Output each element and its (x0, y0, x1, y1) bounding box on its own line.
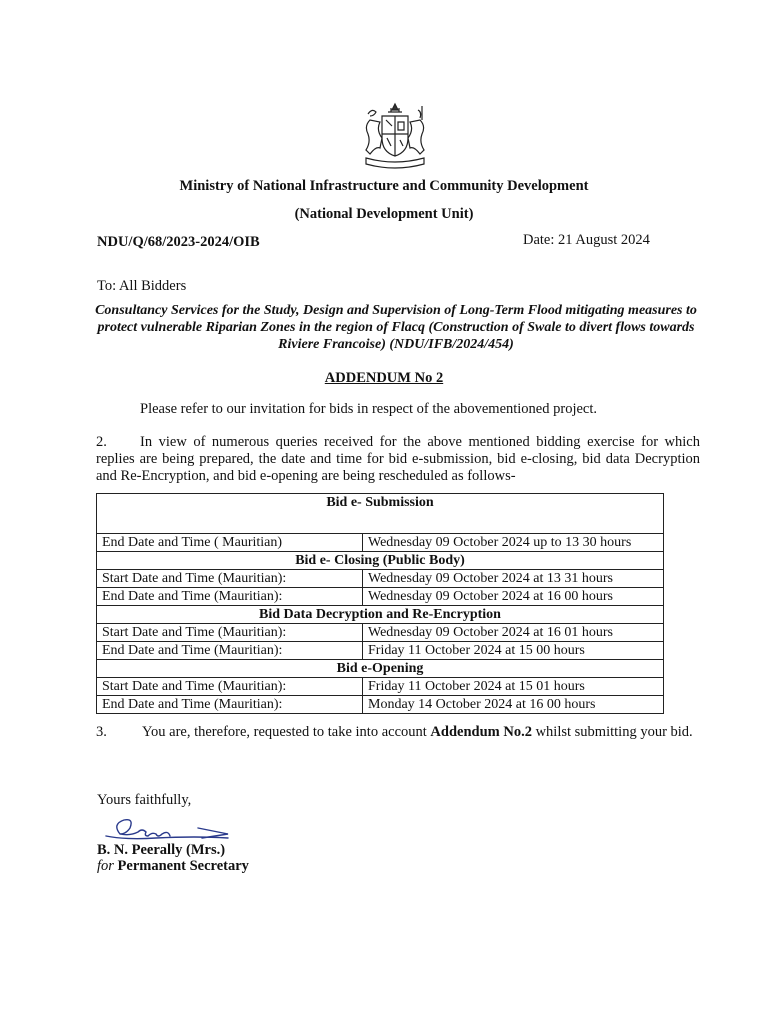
row-label: End Date and Time (Mauritian): (97, 642, 363, 660)
reference-number: NDU/Q/68/2023-2024/OIB (97, 234, 260, 250)
paragraph-1: Please refer to our invitation for bids in respect of the abovementioned project. (140, 401, 598, 417)
row-label: End Date and Time (Mauritian): (97, 588, 363, 606)
recipient-line: To: All Bidders (97, 278, 187, 294)
table-row (97, 696, 664, 714)
row-value: Wednesday 09 October 2024 at 16 01 hours (363, 624, 664, 642)
subject-title: Consultancy Services for the Study, Design and Supervision of Long-Term Flood mitigating measures to protect vulnerable Riparian Zones in the region of Flacq (Construction of Swale to divert flows towards Riviere Francoise) (NDU/IFB/2024/454) (95, 303, 697, 352)
addendum-reference: Addendum No.2 (430, 724, 532, 740)
table-row (97, 624, 664, 642)
closing-salutation: Yours faithfully, (97, 792, 192, 808)
row-value: Friday 11 October 2024 at 15 01 hours (363, 678, 664, 696)
signature-icon (98, 812, 238, 846)
table-row (97, 642, 664, 660)
row-value: Friday 11 October 2024 at 15 00 hours (363, 642, 664, 660)
document-date: Date: 21 August 2024 (523, 232, 650, 248)
section-heading-opening: Bid e-Opening (97, 660, 664, 678)
paragraph-number: 2. (96, 434, 107, 450)
row-value: Wednesday 09 October 2024 up to 13 30 hours (363, 534, 664, 552)
table-row (97, 570, 664, 588)
table-row (97, 588, 664, 606)
blank-row (97, 511, 664, 534)
unit-name: (National Development Unit) (294, 206, 474, 222)
row-label: Start Date and Time (Mauritian): (97, 624, 363, 642)
ministry-name: Ministry of National Infrastructure and Community Development (179, 178, 589, 194)
row-value: Wednesday 09 October 2024 at 13 31 hours (363, 570, 664, 588)
signatory-name: B. N. Peerally (Mrs.) (97, 842, 226, 858)
row-label: Start Date and Time (Mauritian): (97, 678, 363, 696)
row-label: End Date and Time ( Mauritian) (97, 534, 363, 552)
row-value: Monday 14 October 2024 at 16 00 hours (363, 696, 664, 714)
coat-of-arms-icon (358, 100, 432, 170)
paragraph-3: 3. You are, therefore, requested to take into account Addendum No.2 whilst submitting your bid. (96, 724, 693, 740)
paragraph-2 (96, 434, 700, 485)
schedule-table (96, 493, 664, 714)
section-heading-closing: Bid e- Closing (Public Body) (97, 552, 664, 570)
table-row (97, 678, 664, 696)
row-label: End Date and Time (Mauritian): (97, 696, 363, 714)
paragraph-number: 3. (96, 724, 107, 740)
paragraph-text: In view of numerous queries received for the above mentioned bidding exercise for which replies are being prepared, the date and time for bid e-submission, bid e-closing, bid data Decryption and Re-Encryption, and bid e-opening are being rescheduled as follows- (96, 434, 700, 484)
row-value: Wednesday 09 October 2024 at 16 00 hours (363, 588, 664, 606)
addendum-heading: ADDENDUM No 2 (324, 370, 444, 386)
section-heading-decryption: Bid Data Decryption and Re-Encryption (97, 606, 664, 624)
section-heading-submission: Bid e- Submission (97, 494, 664, 512)
signatory-title: for Permanent Secretary (97, 858, 249, 874)
row-label: Start Date and Time (Mauritian): (97, 570, 363, 588)
table-row (97, 534, 664, 552)
